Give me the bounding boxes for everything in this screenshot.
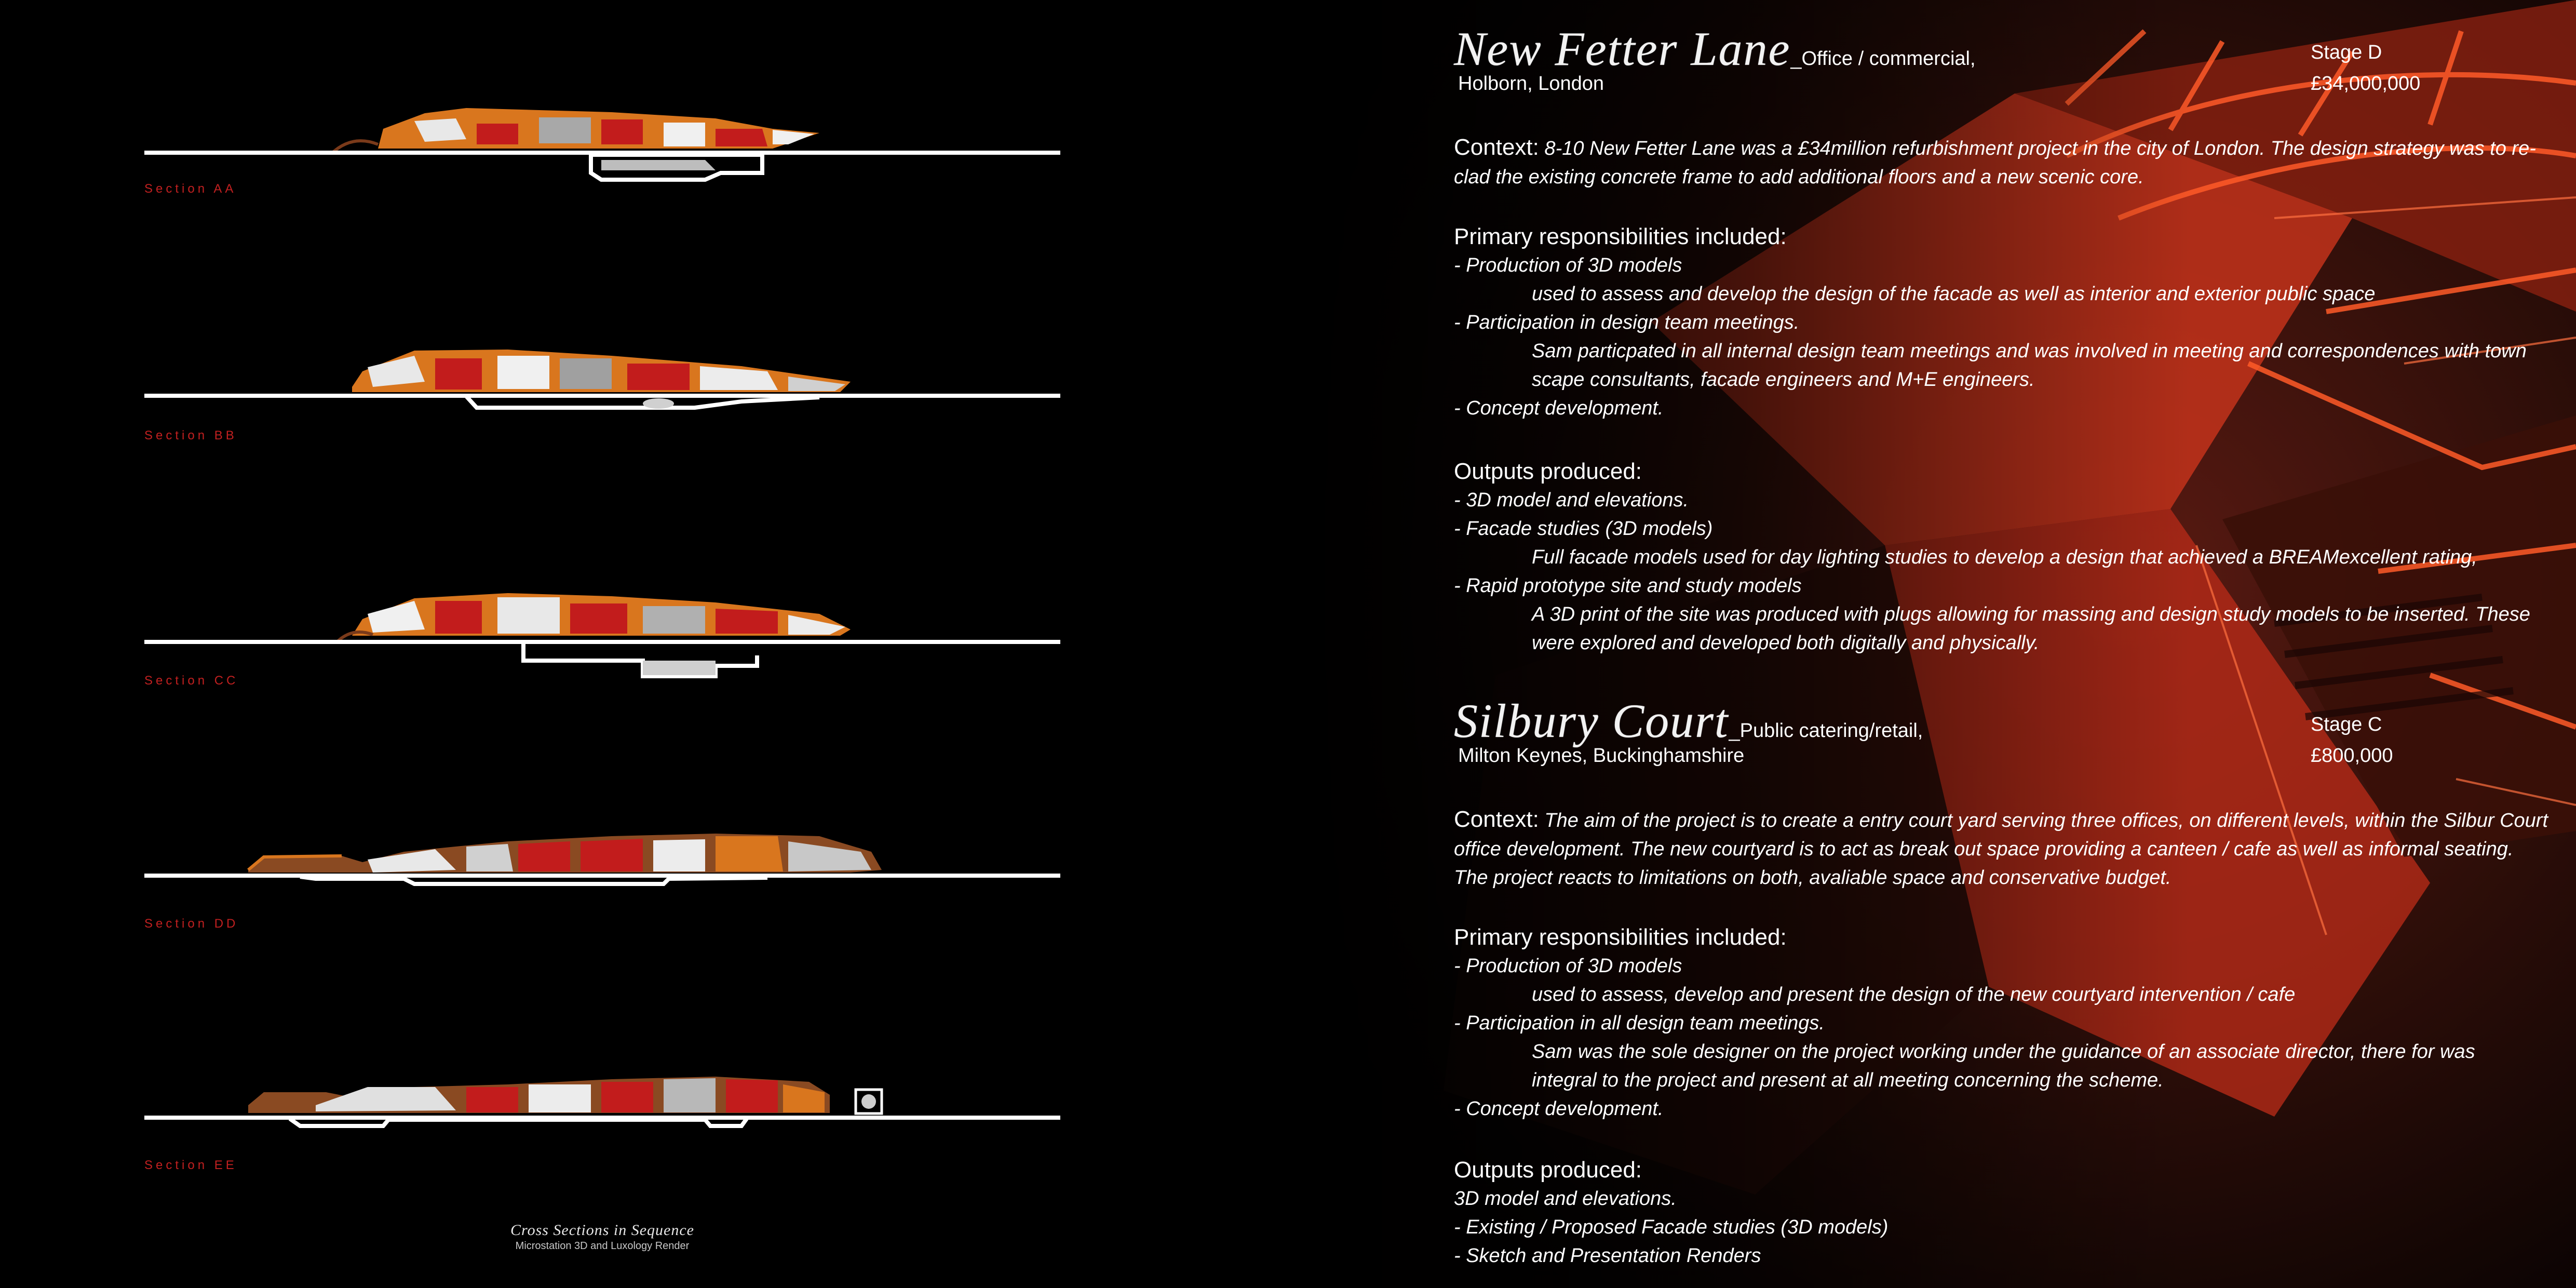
caption-title: Cross Sections in Sequence	[510, 1222, 694, 1239]
list-item: Full facade models used for day lighting studies to develop a design that achieved a BREAMexcellent rating,	[1532, 546, 2477, 568]
list-item: used to assess, develop and present the design of the new courtyard intervention / cafe	[1532, 984, 2296, 1005]
project1-cost: £34,000,000	[2311, 73, 2421, 95]
figure-caption	[467, 1222, 737, 1252]
project2-outputs	[1454, 1156, 2550, 1270]
section-aa-drawing	[144, 92, 1060, 217]
project1-type: _Office / commercial,	[1790, 48, 1976, 70]
project1-context-lead: Context:	[1454, 135, 1539, 160]
section-aa-label: Section AA	[144, 182, 237, 196]
project2-header	[1454, 694, 2524, 775]
list-item: A 3D print of the site was produced with plugs allowing for massing and design study models to be inserted. These	[1532, 603, 2530, 625]
section-bb-label: Section BB	[144, 428, 237, 442]
project1-outputs-heading: Outputs produced:	[1454, 459, 1642, 484]
project2-type: _Public catering/retail,	[1729, 720, 1923, 742]
project2-stage: Stage C	[2311, 714, 2382, 735]
list-item: - Participation in all design team meetings.	[1454, 1012, 1825, 1034]
list-item: - Concept development.	[1454, 397, 1664, 419]
list-item: - Participation in design team meetings.	[1454, 312, 1800, 333]
list-item: used to assess and develop the design of the facade as well as interior and exterior public space	[1532, 283, 2376, 305]
project2-cost: £800,000	[2311, 745, 2393, 767]
project1-context	[1454, 133, 2550, 192]
project1-title: New Fetter Lane	[1454, 22, 1791, 75]
project2-context-text: The aim of the project is to create a entry court yard serving three offices, on different levels, within the Silbur Court office development. The new courtyard is to act as break out space providing a canteen / cafe as well as informal seating. The project reacts to limitations on both, avaliable space and conservative budget.	[1454, 810, 2548, 889]
list-item: - Facade studies (3D models)	[1454, 518, 1713, 540]
project2-resp-heading: Primary responsibilities included:	[1454, 924, 1787, 950]
cross-section-cc	[144, 578, 1060, 702]
project2-responsibilities	[1454, 923, 2550, 1123]
list-item: - Production of 3D models	[1454, 955, 1682, 977]
list-item: were explored and developed both digitally and physically.	[1532, 632, 2040, 654]
project2-location: Milton Keynes, Buckinghamshire	[1458, 745, 1745, 767]
project2-outputs-heading: Outputs produced:	[1454, 1157, 1642, 1183]
list-item: Sam was the sole designer on the project working under the guidance of an associate director, there for was	[1532, 1041, 2475, 1063]
section-dd-drawing	[144, 821, 1060, 945]
cross-section-ee	[144, 1064, 1060, 1188]
section-cc-label: Section CC	[144, 674, 239, 688]
list-item: - Rapid prototype site and study models	[1454, 575, 1802, 597]
list-item: - Sketch and Presentation Renders	[1454, 1245, 1761, 1267]
project1-location: Holborn, London	[1458, 73, 1604, 95]
caption-subtitle: Microstation 3D and Luxology Render	[515, 1240, 690, 1252]
section-dd-label: Section DD	[144, 917, 239, 931]
project2-context-lead: Context:	[1454, 807, 1539, 832]
list-item: - Existing / Proposed Facade studies (3D models)	[1454, 1216, 1889, 1238]
list-item: 3D model and elevations.	[1454, 1188, 1677, 1210]
project2-context	[1454, 805, 2550, 892]
project1-stage: Stage D	[2311, 42, 2382, 63]
project1-resp-heading: Primary responsibilities included:	[1454, 224, 1787, 249]
cross-section-bb	[144, 335, 1060, 460]
project1-header	[1454, 22, 2524, 103]
list-item: - Concept development.	[1454, 1098, 1664, 1120]
list-item: scape consultants, facade engineers and M+E engineers.	[1532, 369, 2035, 391]
list-item: - Production of 3D models	[1454, 254, 1682, 276]
section-ee-drawing	[144, 1064, 1060, 1188]
cross-section-dd	[144, 821, 1060, 945]
project1-responsibilities	[1454, 222, 2550, 423]
project2-title: Silbury Court	[1454, 694, 1729, 747]
section-bb-drawing	[144, 335, 1060, 460]
list-item: integral to the project and present at all meeting concerning the scheme.	[1532, 1069, 2164, 1091]
project1-context-text: 8-10 New Fetter Lane was a £34million refurbishment project in the city of London. The design strategy was to re-clad the existing concrete frame to add additional floors and a new scenic core.	[1454, 138, 2536, 188]
project1-outputs	[1454, 457, 2550, 658]
section-cc-drawing	[144, 578, 1060, 702]
list-item: - 3D model and elevations.	[1454, 489, 1689, 511]
cross-section-aa	[144, 92, 1060, 217]
section-ee-label: Section EE	[144, 1158, 237, 1172]
list-item: Sam particpated in all internal design team meetings and was involved in meeting and correspondences with town	[1532, 340, 2527, 362]
